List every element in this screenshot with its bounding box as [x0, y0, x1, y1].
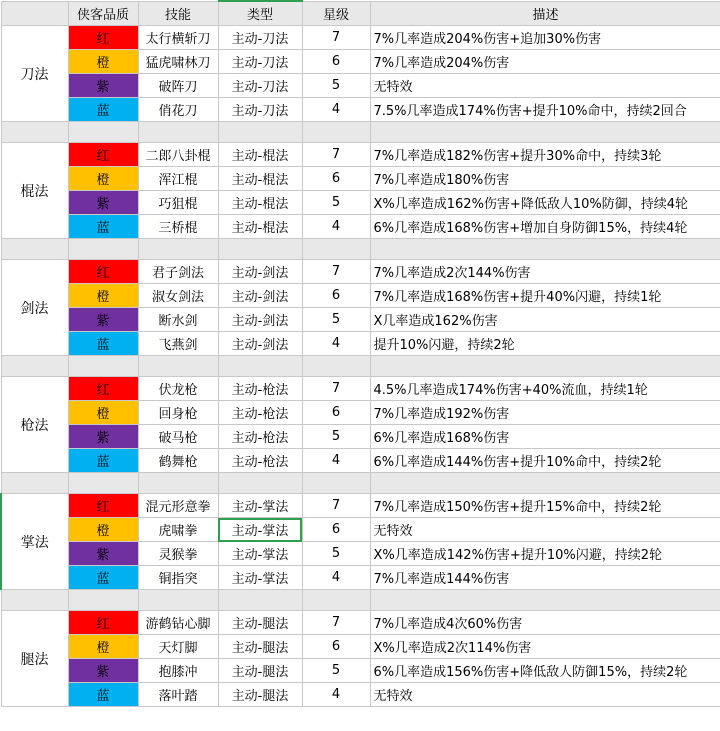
type-cell[interactable]: 主动-掌法 — [218, 494, 302, 518]
description-cell[interactable]: X%几率造成142%伤害+提升10%闪避，持续2轮 — [370, 542, 720, 566]
category-cell[interactable]: 刀法 — [1, 26, 68, 122]
table-row — [1, 401, 720, 425]
quality-cell[interactable]: 红 — [68, 377, 138, 401]
table-row — [1, 425, 720, 449]
quality-cell[interactable]: 紫 — [68, 74, 138, 98]
star-level-cell[interactable]: 6 — [302, 50, 370, 74]
skill-name-cell[interactable]: 君子剑法 — [138, 260, 218, 284]
star-level-cell[interactable]: 5 — [302, 74, 370, 98]
skill-name-cell[interactable]: 回身枪 — [138, 401, 218, 425]
description-cell[interactable]: X%几率造成2次114%伤害 — [370, 635, 720, 659]
quality-cell[interactable]: 红 — [68, 260, 138, 284]
type-cell[interactable]: 主动-枪法 — [218, 401, 302, 425]
category-cell[interactable]: 棍法 — [1, 143, 68, 239]
spacer-cell[interactable] — [68, 473, 138, 494]
spacer-cell[interactable] — [370, 239, 720, 260]
type-cell[interactable]: 主动-刀法 — [218, 26, 302, 50]
star-level-cell[interactable]: 7 — [302, 26, 370, 50]
description-cell[interactable]: 7%几率造成204%伤害+追加30%伤害 — [370, 26, 720, 50]
spacer-cell[interactable] — [218, 239, 302, 260]
star-level-cell[interactable]: 7 — [302, 611, 370, 635]
description-cell[interactable]: 4.5%几率造成174%伤害+40%流血，持续1轮 — [370, 377, 720, 401]
star-level-cell[interactable]: 7 — [302, 260, 370, 284]
star-level-cell[interactable]: 5 — [302, 308, 370, 332]
table-row — [1, 566, 720, 590]
spacer-cell[interactable] — [68, 122, 138, 143]
spacer-row — [1, 590, 720, 611]
quality-cell[interactable]: 蓝 — [68, 98, 138, 122]
description-cell[interactable]: 无特效 — [370, 683, 720, 707]
table-row — [1, 215, 720, 239]
spacer-cell[interactable] — [218, 590, 302, 611]
quality-cell[interactable]: 橙 — [68, 50, 138, 74]
spacer-cell[interactable] — [138, 473, 218, 494]
spacer-cell[interactable] — [302, 239, 370, 260]
quality-cell[interactable]: 蓝 — [68, 449, 138, 473]
spacer-row — [1, 122, 720, 143]
type-cell[interactable]: 主动-枪法 — [218, 425, 302, 449]
star-level-cell[interactable]: 6 — [302, 284, 370, 308]
quality-cell[interactable]: 紫 — [68, 659, 138, 683]
star-level-cell[interactable]: 4 — [302, 215, 370, 239]
table-row — [1, 50, 720, 74]
skill-name-cell[interactable]: 太行横斩刀 — [138, 26, 218, 50]
description-cell[interactable]: 7%几率造成168%伤害+提升40%闪避，持续1轮 — [370, 284, 720, 308]
type-cell[interactable]: 主动-剑法 — [218, 308, 302, 332]
description-cell[interactable]: 7%几率造成182%伤害+提升30%命中，持续3轮 — [370, 143, 720, 167]
table-row — [1, 26, 720, 50]
spacer-cell[interactable] — [302, 473, 370, 494]
type-cell[interactable]: 主动-棍法 — [218, 215, 302, 239]
table-row — [1, 659, 720, 683]
header-skill[interactable]: 技能 — [138, 1, 218, 26]
spacer-cell[interactable] — [218, 122, 302, 143]
quality-cell[interactable]: 橙 — [68, 167, 138, 191]
spacer-cell[interactable] — [68, 356, 138, 377]
quality-cell[interactable]: 蓝 — [68, 332, 138, 356]
star-level-cell[interactable]: 6 — [302, 518, 370, 542]
spacer-cell[interactable] — [1, 239, 68, 260]
star-level-cell[interactable]: 4 — [302, 683, 370, 707]
type-cell[interactable]: 主动-剑法 — [218, 260, 302, 284]
spacer-cell[interactable] — [370, 590, 720, 611]
table-row — [1, 683, 720, 707]
table-row — [1, 74, 720, 98]
quality-cell[interactable]: 橙 — [68, 635, 138, 659]
header-type[interactable]: 类型 — [218, 1, 302, 26]
category-cell[interactable]: 掌法 — [1, 494, 68, 590]
description-cell[interactable]: 提升10%闪避，持续2轮 — [370, 332, 720, 356]
type-cell[interactable]: 主动-剑法 — [218, 332, 302, 356]
skill-name-cell[interactable]: 抱膝冲 — [138, 659, 218, 683]
star-level-cell[interactable]: 7 — [302, 494, 370, 518]
table-row — [1, 260, 720, 284]
quality-cell[interactable]: 红 — [68, 494, 138, 518]
description-cell[interactable]: 无特效 — [370, 518, 720, 542]
spacer-cell[interactable] — [370, 356, 720, 377]
skill-name-cell[interactable]: 浑江棍 — [138, 167, 218, 191]
type-cell[interactable]: 主动-腿法 — [218, 611, 302, 635]
type-cell[interactable]: 主动-棍法 — [218, 167, 302, 191]
type-cell[interactable]: 主动-刀法 — [218, 50, 302, 74]
table-row — [1, 332, 720, 356]
spacer-cell[interactable] — [138, 122, 218, 143]
description-cell[interactable]: 6%几率造成168%伤害 — [370, 425, 720, 449]
quality-cell[interactable]: 蓝 — [68, 683, 138, 707]
skill-name-cell[interactable]: 巧狙棍 — [138, 191, 218, 215]
header-star[interactable]: 星级 — [302, 1, 370, 26]
type-cell[interactable]: 主动-枪法 — [218, 377, 302, 401]
skill-name-cell[interactable]: 落叶踏 — [138, 683, 218, 707]
skill-name-cell[interactable]: 断水剑 — [138, 308, 218, 332]
type-cell[interactable]: 主动-棍法 — [218, 143, 302, 167]
skill-name-cell[interactable]: 虎啸拳 — [138, 518, 218, 542]
description-cell[interactable]: 7.5%几率造成174%伤害+提升10%命中，持续2回合 — [370, 98, 720, 122]
skill-name-cell[interactable]: 二郎八卦棍 — [138, 143, 218, 167]
spacer-cell[interactable] — [138, 356, 218, 377]
star-level-cell[interactable]: 6 — [302, 635, 370, 659]
spacer-cell[interactable] — [302, 122, 370, 143]
star-level-cell[interactable]: 5 — [302, 542, 370, 566]
spacer-cell[interactable] — [1, 473, 68, 494]
table-row — [1, 143, 720, 167]
skill-name-cell[interactable]: 铜指突 — [138, 566, 218, 590]
description-cell[interactable]: X几率造成162%伤害 — [370, 308, 720, 332]
quality-cell[interactable]: 红 — [68, 143, 138, 167]
header-blank-cell[interactable] — [1, 1, 68, 26]
type-cell[interactable]: 主动-掌法 — [218, 566, 302, 590]
star-level-cell[interactable]: 4 — [302, 332, 370, 356]
header-desc[interactable]: 描述 — [370, 1, 720, 26]
quality-cell[interactable]: 橙 — [68, 518, 138, 542]
table-row — [1, 611, 720, 635]
quality-cell[interactable]: 红 — [68, 611, 138, 635]
description-cell[interactable]: 7%几率造成192%伤害 — [370, 401, 720, 425]
table-row — [1, 449, 720, 473]
table-row — [1, 518, 720, 542]
spacer-cell[interactable] — [370, 122, 720, 143]
spacer-cell[interactable] — [68, 239, 138, 260]
type-cell[interactable]: 主动-剑法 — [218, 284, 302, 308]
skill-name-cell[interactable]: 混元形意拳 — [138, 494, 218, 518]
quality-cell[interactable]: 蓝 — [68, 215, 138, 239]
type-cell[interactable]: 主动-掌法 — [218, 518, 302, 542]
header-quality[interactable]: 侠客品质 — [68, 1, 138, 26]
skill-name-cell[interactable]: 鹤舞枪 — [138, 449, 218, 473]
skill-name-cell[interactable]: 天灯脚 — [138, 635, 218, 659]
skill-name-cell[interactable]: 飞燕剑 — [138, 332, 218, 356]
table-row — [1, 494, 720, 518]
type-cell[interactable]: 主动-刀法 — [218, 98, 302, 122]
quality-cell[interactable]: 红 — [68, 26, 138, 50]
description-cell[interactable]: 7%几率造成150%伤害+提升15%命中，持续2轮 — [370, 494, 720, 518]
star-level-cell[interactable]: 6 — [302, 167, 370, 191]
type-cell[interactable]: 主动-腿法 — [218, 659, 302, 683]
skill-name-cell[interactable]: 淑女剑法 — [138, 284, 218, 308]
category-cell[interactable]: 枪法 — [1, 377, 68, 473]
quality-cell[interactable]: 紫 — [68, 425, 138, 449]
star-level-cell[interactable]: 6 — [302, 401, 370, 425]
skill-name-cell[interactable]: 俏花刀 — [138, 98, 218, 122]
spacer-cell[interactable] — [302, 590, 370, 611]
description-cell[interactable]: 6%几率造成144%伤害+提升10%命中，持续2轮 — [370, 449, 720, 473]
spacer-cell[interactable] — [370, 473, 720, 494]
quality-cell[interactable]: 紫 — [68, 191, 138, 215]
table-row — [1, 377, 720, 401]
quality-cell[interactable]: 紫 — [68, 542, 138, 566]
type-cell[interactable]: 主动-枪法 — [218, 449, 302, 473]
type-cell[interactable]: 主动-棍法 — [218, 191, 302, 215]
spacer-cell[interactable] — [302, 356, 370, 377]
description-cell[interactable]: X%几率造成162%伤害+降低敌人10%防御，持续4轮 — [370, 191, 720, 215]
quality-cell[interactable]: 紫 — [68, 308, 138, 332]
star-level-cell[interactable]: 7 — [302, 377, 370, 401]
spacer-cell[interactable] — [68, 590, 138, 611]
table-row — [1, 98, 720, 122]
type-cell[interactable]: 主动-刀法 — [218, 74, 302, 98]
type-cell[interactable]: 主动-掌法 — [218, 542, 302, 566]
category-cell[interactable]: 腿法 — [1, 611, 68, 707]
star-level-cell[interactable]: 4 — [302, 566, 370, 590]
skill-name-cell[interactable]: 伏龙枪 — [138, 377, 218, 401]
spacer-cell[interactable] — [218, 473, 302, 494]
spacer-cell[interactable] — [1, 590, 68, 611]
description-cell[interactable]: 无特效 — [370, 74, 720, 98]
description-cell[interactable]: 7%几率造成180%伤害 — [370, 167, 720, 191]
description-cell[interactable]: 6%几率造成168%伤害+增加自身防御15%，持续4轮 — [370, 215, 720, 239]
spacer-row — [1, 356, 720, 377]
star-level-cell[interactable]: 5 — [302, 659, 370, 683]
star-level-cell[interactable]: 5 — [302, 425, 370, 449]
star-level-cell[interactable]: 4 — [302, 98, 370, 122]
spacer-cell[interactable] — [138, 590, 218, 611]
spacer-row — [1, 473, 720, 494]
table-row — [1, 284, 720, 308]
description-cell[interactable]: 7%几率造成204%伤害 — [370, 50, 720, 74]
quality-cell[interactable]: 橙 — [68, 401, 138, 425]
spacer-row — [1, 239, 720, 260]
type-cell[interactable]: 主动-腿法 — [218, 683, 302, 707]
header-row — [1, 1, 720, 26]
description-cell[interactable]: 7%几率造成144%伤害 — [370, 566, 720, 590]
skill-name-cell[interactable]: 三桥棍 — [138, 215, 218, 239]
spacer-cell[interactable] — [138, 239, 218, 260]
skill-name-cell[interactable]: 灵猴拳 — [138, 542, 218, 566]
skill-name-cell[interactable]: 破阵刀 — [138, 74, 218, 98]
category-cell[interactable]: 剑法 — [1, 260, 68, 356]
type-cell[interactable]: 主动-腿法 — [218, 635, 302, 659]
skill-name-cell[interactable]: 破马枪 — [138, 425, 218, 449]
table-row — [1, 167, 720, 191]
star-level-cell[interactable]: 4 — [302, 449, 370, 473]
quality-cell[interactable]: 蓝 — [68, 566, 138, 590]
table-row — [1, 191, 720, 215]
star-level-cell[interactable]: 5 — [302, 191, 370, 215]
description-cell[interactable]: 7%几率造成2次144%伤害 — [370, 260, 720, 284]
table-row — [1, 308, 720, 332]
spacer-cell[interactable] — [218, 356, 302, 377]
description-cell[interactable]: 7%几率造成4次60%伤害 — [370, 611, 720, 635]
spacer-cell[interactable] — [1, 356, 68, 377]
table-row — [1, 542, 720, 566]
star-level-cell[interactable]: 7 — [302, 143, 370, 167]
table-row — [1, 635, 720, 659]
description-cell[interactable]: 6%几率造成156%伤害+降低敌人防御15%，持续2轮 — [370, 659, 720, 683]
skill-name-cell[interactable]: 游鹤钻心脚 — [138, 611, 218, 635]
skill-name-cell[interactable]: 猛虎啸林刀 — [138, 50, 218, 74]
spacer-cell[interactable] — [1, 122, 68, 143]
quality-cell[interactable]: 橙 — [68, 284, 138, 308]
